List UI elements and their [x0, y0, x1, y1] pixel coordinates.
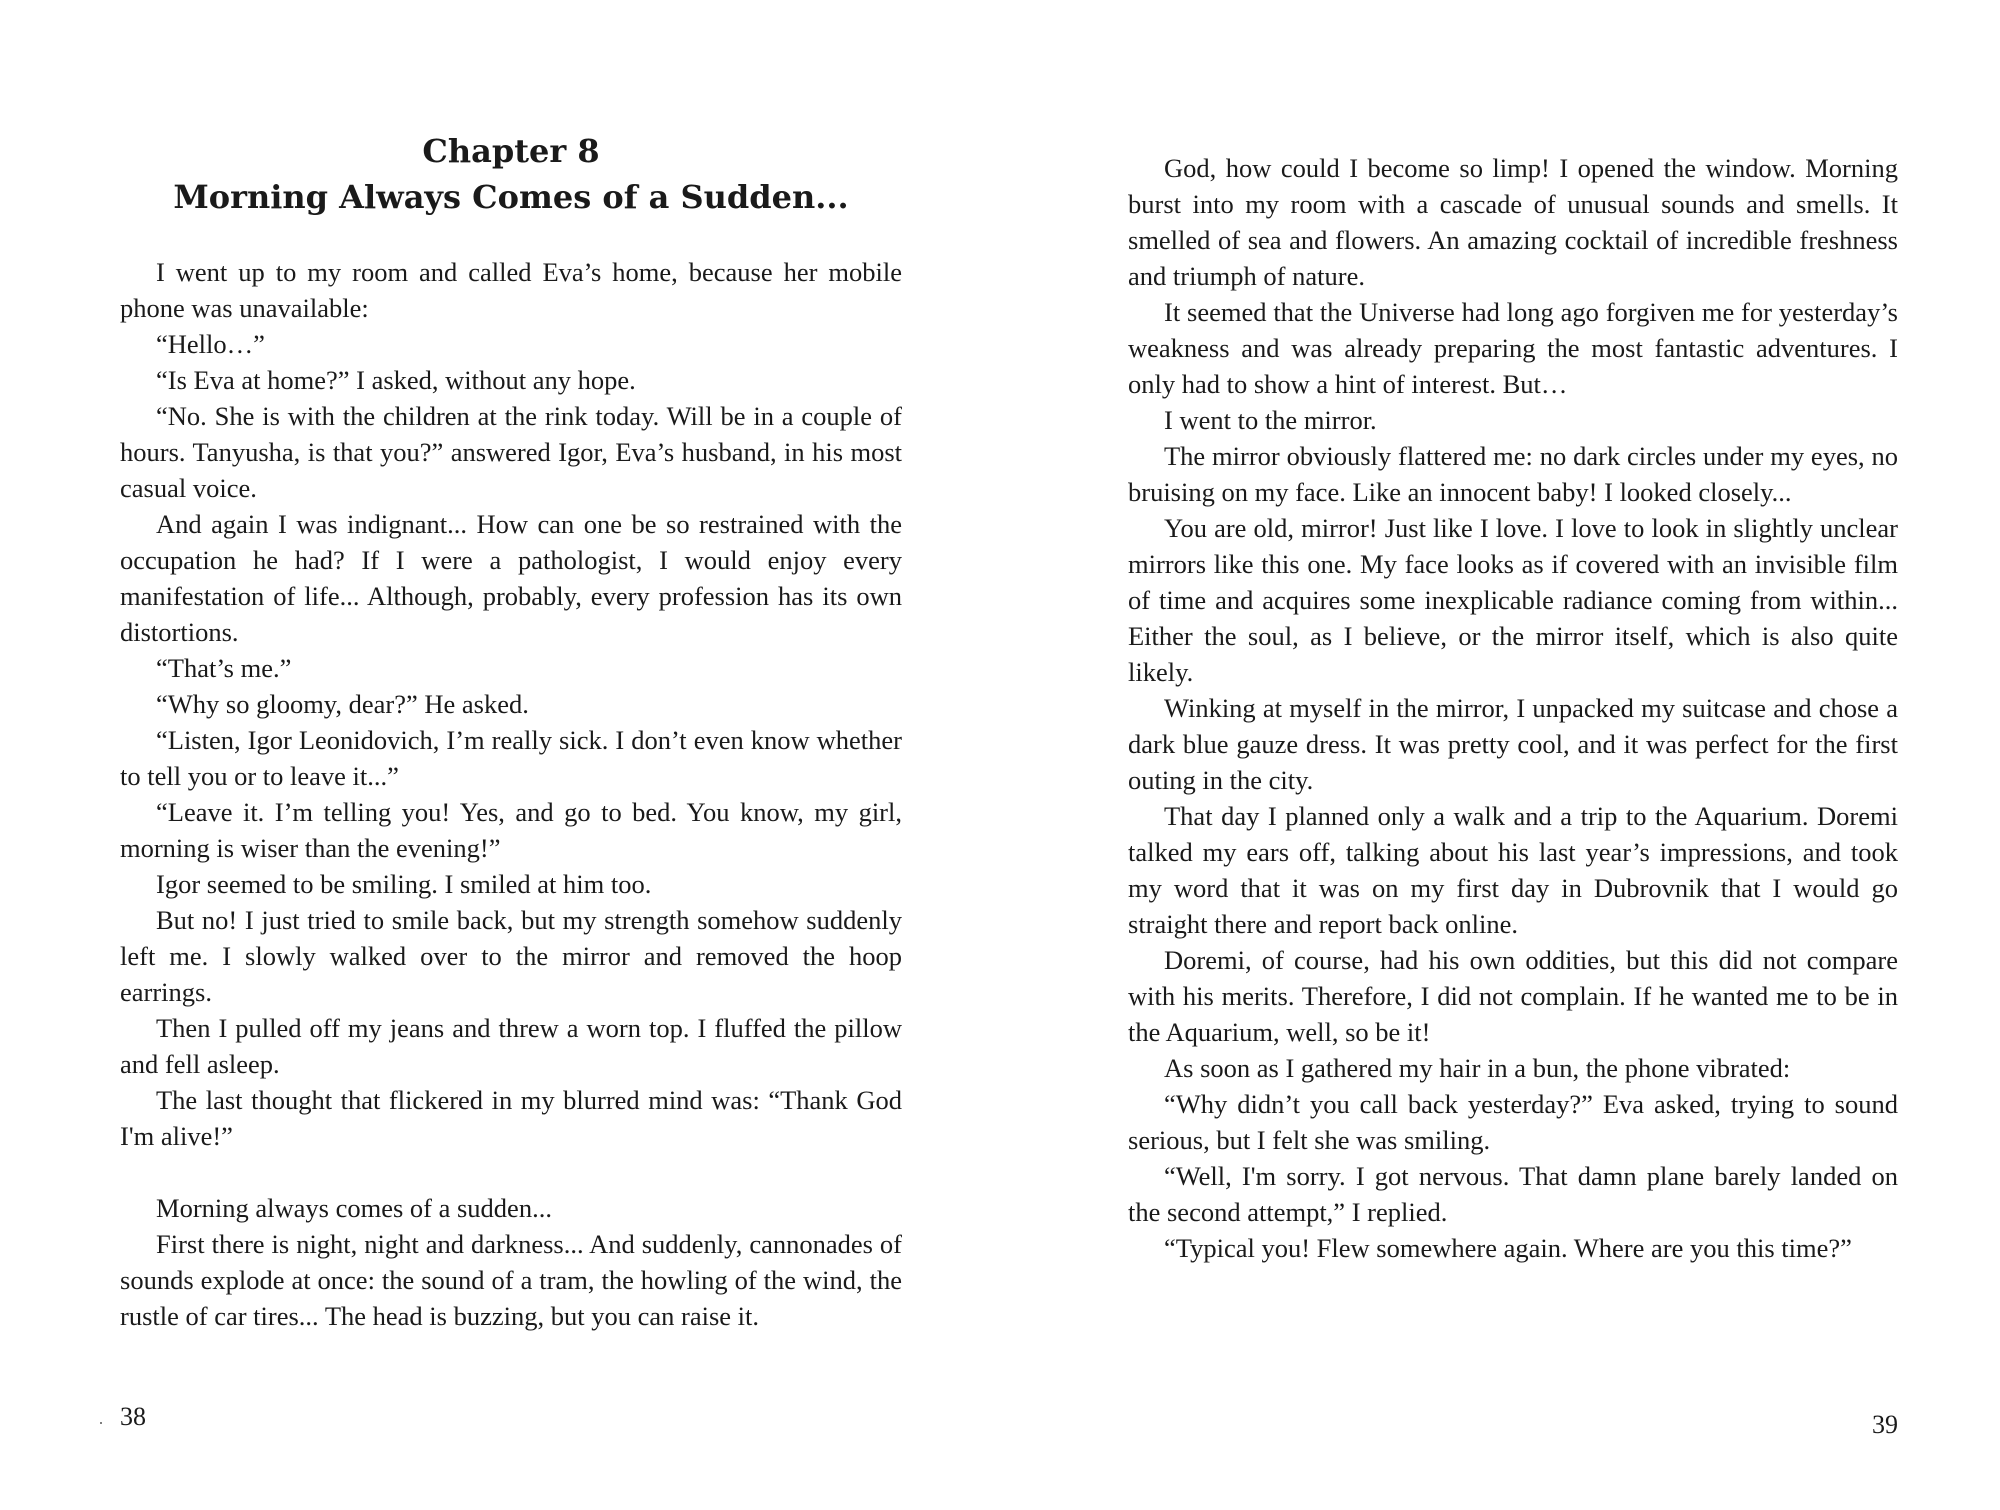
paragraph: Then I pulled off my jeans and threw a worn top. I fluffed the pillow and fell asleep.: [120, 1013, 902, 1079]
paragraph: But no! I just tried to smile back, but my strength somehow suddenly left me. I slowly walked over to the mirror and removed the hoop earrings.: [120, 905, 902, 1007]
paragraph: I went to the mirror.: [1164, 405, 1377, 435]
chapter-subtitle: Morning Always Comes of a Sudden...: [173, 178, 849, 216]
paragraph: As soon as I gathered my hair in a bun, the phone vibrated:: [1164, 1053, 1791, 1083]
paragraph: I went up to my room and called Eva’s home, because her mobile phone was unavailable:: [120, 257, 902, 323]
paragraph: That day I planned only a walk and a trip to the Aquarium. Doremi talked my ears off, talking about his last year’s impressions, and took my word that it was on my first day in Dubrovnik that I would go straight there and report back online.: [1128, 801, 1898, 939]
paragraph: It seemed that the Universe had long ago forgiven me for yesterday’s weakness and was already preparing the most fantastic adventures. I only had to show a hint of interest. But…: [1128, 297, 1898, 399]
paragraph: You are old, mirror! Just like I love. I love to look in slightly unclear mirrors like this one. My face looks as if covered with an invisible film of time and acquires some inexplicable radiance coming from within... Either the soul, as I believe, or the mirror itself, which is also quite likely.: [1128, 513, 1898, 687]
paragraph: “Well, I'm sorry. I got nervous. That damn plane barely landed on the second attempt,” I replied.: [1128, 1161, 1898, 1227]
paragraph: God, how could I become so limp! I opened the window. Morning burst into my room with a cascade of unusual sounds and smells. It smelled of sea and flowers. An amazing cocktail of incredible freshness and triumph of nature.: [1128, 153, 1898, 291]
page-number: 38: [120, 1402, 146, 1431]
chapter-heading: [120, 128, 902, 220]
right-page-text: [1128, 150, 1898, 1266]
paragraph: The mirror obviously flattered me: no dark circles under my eyes, no bruising on my face. Like an innocent baby! I looked closely...: [1128, 441, 1898, 507]
paragraph: First there is night, night and darkness... And suddenly, cannonades of sounds explode at once: the sound of a tram, the howling of the wind, the rustle of car tires... The head is buzzing, but you can raise it.: [120, 1229, 902, 1331]
paragraph: “Why so gloomy, dear?” He asked.: [156, 689, 529, 719]
paragraph: “Leave it. I’m telling you! Yes, and go to bed. You know, my girl, morning is wiser than the evening!”: [120, 797, 902, 863]
chapter-title: Chapter 8: [422, 132, 600, 170]
paragraph: Doremi, of course, had his own oddities, but this did not compare with his merits. Therefore, I did not complain. If he wanted me to be in the Aquarium, well, so be it!: [1128, 945, 1898, 1047]
paragraph: “Is Eva at home?” I asked, without any hope.: [156, 365, 636, 395]
paragraph: “Listen, Igor Leonidovich, I’m really sick. I don’t even know whether to tell you or to leave it...”: [120, 725, 902, 791]
right-page: [1128, 0, 1898, 1510]
page-number: 39: [1872, 1410, 1898, 1439]
paragraph: The last thought that flickered in my blurred mind was: “Thank God I'm alive!”: [120, 1085, 902, 1151]
paragraph: “Why didn’t you call back yesterday?” Eva asked, trying to sound serious, but I felt she was smiling.: [1128, 1089, 1898, 1155]
scan-speck: [100, 1422, 102, 1424]
left-page-text: [120, 254, 902, 1334]
paragraph: “No. She is with the children at the rink today. Will be in a couple of hours. Tanyusha, is that you?” answered Igor, Eva’s husband, in his most casual voice.: [120, 401, 902, 503]
left-page: [120, 0, 902, 1510]
paragraph: “Typical you! Flew somewhere again. Where are you this time?”: [1164, 1233, 1852, 1263]
paragraph: And again I was indignant... How can one be so restrained with the occupation he had? If I were a pathologist, I would enjoy every manifestation of life... Although, probably, every profession has its own distortions.: [120, 509, 902, 647]
paragraph: Morning always comes of a sudden...: [156, 1193, 552, 1223]
paragraph: “Hello…”: [156, 329, 265, 359]
paragraph: “That’s me.”: [156, 653, 292, 683]
paragraph: Winking at myself in the mirror, I unpacked my suitcase and chose a dark blue gauze dress. It was pretty cool, and it was perfect for the first outing in the city.: [1128, 693, 1898, 795]
paragraph: Igor seemed to be smiling. I smiled at him too.: [156, 869, 652, 899]
